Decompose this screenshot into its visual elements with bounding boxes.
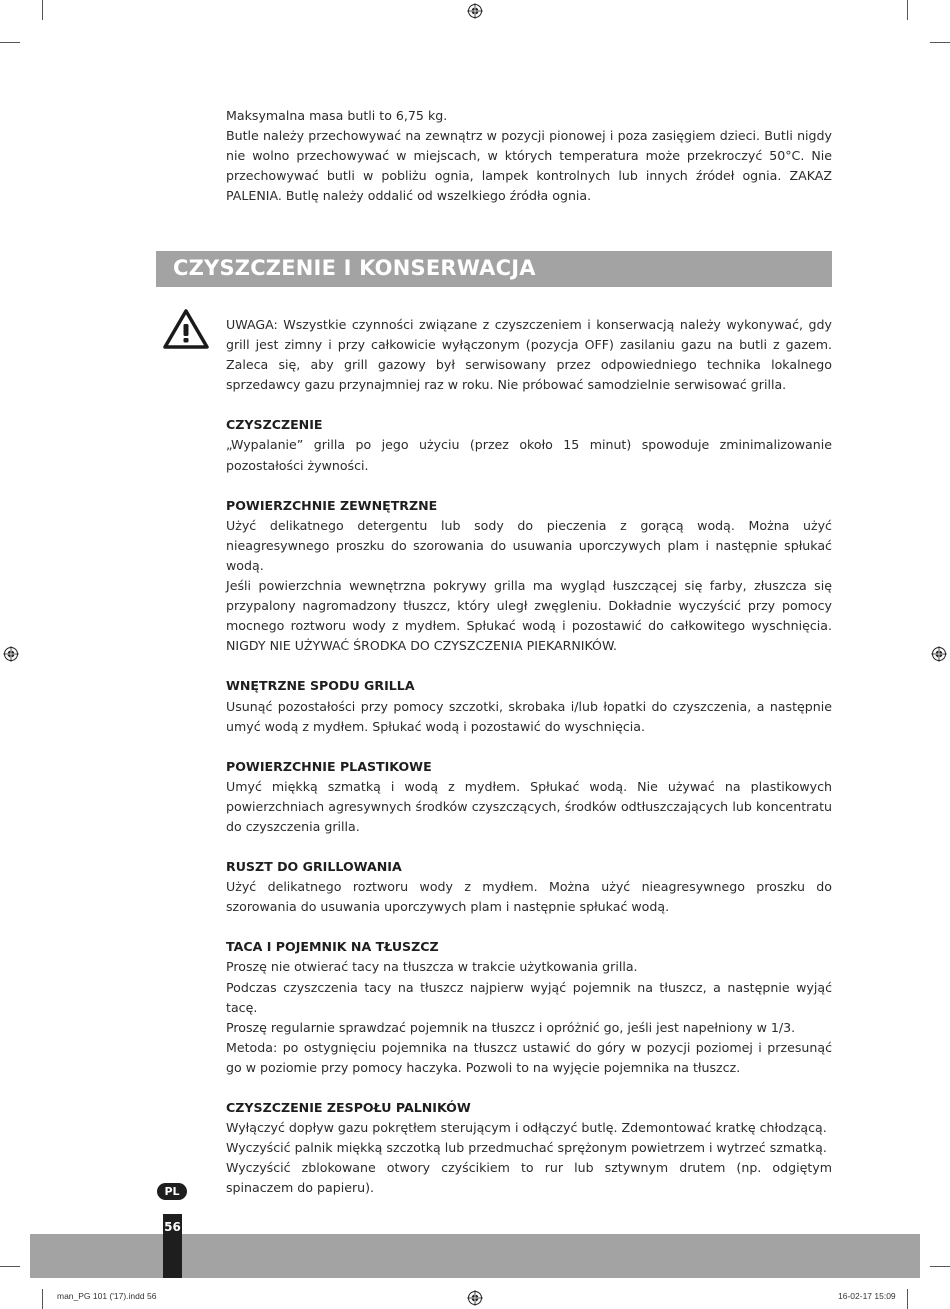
section-paragraph: Wyczyścić zblokowane otwory czyścikiem to rur lub sztywnym drutem (np. odgiętym spinaczem do papieru). <box>226 1160 832 1196</box>
section-paragraph: Wyczyścić palnik miękką szczotką lub przedmuchać sprężonym powietrzem i wytrzeć szmatką. <box>226 1140 827 1156</box>
page-number-label: 56 <box>164 1220 181 1234</box>
section-paragraph: Metoda: po ostygnięciu pojemnika na tłuszcz ustawić do góry w pozycji poziomej i przesunąć go w poziomie przy pomocy haczyka. Pozwoli to na wyjęcie pojemnika na tłuszcz. <box>226 1039 832 1075</box>
crop-mark <box>907 1289 908 1309</box>
crop-mark <box>0 42 20 43</box>
section-paragraph: Proszę nie otwierać tacy na tłuszcza w trakcie użytkowania grilla. <box>226 959 638 975</box>
section-heading: POWIERZCHNIE PLASTIKOWE <box>226 758 432 774</box>
crop-mark <box>42 1289 43 1309</box>
section-paragraph: Użyć delikatnego roztworu wody z mydłem. Można użyć nieagresywnego proszku do szorowania do usuwania uporczywych plam i następnie spłukać wodą. <box>226 879 832 915</box>
section-paragraph: Podczas czyszczenia tacy na tłuszcz najpierw wyjąć pojemnik na tłuszcz, a następnie wyjąć tacę. <box>226 979 832 1015</box>
section-heading: RUSZT DO GRILLOWANIA <box>226 859 402 875</box>
crop-mark <box>0 1266 20 1267</box>
crop-mark <box>930 1266 950 1267</box>
section-title: CZYSZCZENIE I KONSERWACJA <box>173 256 536 280</box>
crop-mark <box>42 0 43 20</box>
section-heading: WNĘTRZNE SPODU GRILLA <box>226 678 415 694</box>
crop-mark <box>930 42 950 43</box>
section-paragraph: Usunąć pozostałości przy pomocy szczotki, skrobaka i/lub łopatki do czyszczenia, a następnie umyć wodą z mydłem. Spłukać wodą i pozostawić do wyschnięcia. <box>226 698 832 734</box>
section-heading: TACA I POJEMNIK NA TŁUSZCZ <box>226 939 439 955</box>
registration-mark-icon <box>3 646 19 662</box>
language-badge: PL <box>157 1183 187 1200</box>
main-content <box>226 315 832 1198</box>
warning-triangle-icon <box>163 309 209 349</box>
page-number <box>163 1214 182 1278</box>
registration-mark-icon <box>931 646 947 662</box>
intro-line: Maksymalna masa butli to 6,75 kg. <box>226 108 448 123</box>
warning-text: UWAGA: Wszystkie czynności związane z czyszczeniem i konserwacją należy wykonywać, gdy grill jest zimny i przy całkowicie wyłączonym (pozycja OFF) zasilaniu gazu na butli z gazem. Zaleca się, aby grill gazowy był serwisowany przez odpowiedniego technika lokalnego sprzedawcy gazu przynajmniej raz w roku. Nie próbować samodzielnie serwisować grilla. <box>226 317 832 393</box>
slug-timestamp: 16-02-17 15:09 <box>838 1291 896 1301</box>
section-heading: CZYSZCZENIE <box>226 417 323 433</box>
section-paragraph: Wyłączyć dopływ gazu pokrętłem sterującym i odłączyć butlę. Zdemontować kratkę chłodzącą. <box>226 1120 827 1136</box>
intro-block <box>226 106 832 206</box>
section-heading: CZYSZCZENIE ZESPOŁU PALNIKÓW <box>226 1100 471 1115</box>
section-banner <box>156 251 832 287</box>
section-paragraph: „Wypalanie” grilla po jego użyciu (przez około 15 minut) spowoduje zminimalizowanie pozostałości żywności. <box>226 437 832 473</box>
section-heading: POWIERZCHNIE ZEWNĘTRZNE <box>226 497 438 513</box>
intro-line: Butle należy przechowywać na zewnątrz w pozycji pionowej i poza zasięgiem dzieci. Butli nigdy nie wolno przechowywać w miejscach, w których temperatura może przekroczyć 50°C. Nie przechowywać butli w pobliżu ognia, lampek kontrolnych lub innych źródeł ognia. ZAKAZ PALENIA. Butlę należy oddalić od wszelkiego źródła ognia. <box>226 128 832 204</box>
section-paragraph: Umyć miękką szmatką i wodą z mydłem. Spłukać wodą. Nie używać na plastikowych powierzchniach agresywnych środków czyszczących, środków odtłuszczających lub koncentratu do czyszczenia grilla. <box>226 778 832 834</box>
crop-mark <box>907 0 908 20</box>
slug-filename: man_PG 101 ('17).indd 56 <box>57 1291 157 1301</box>
registration-mark-icon <box>467 1290 483 1306</box>
section-paragraph: Proszę regularnie sprawdzać pojemnik na tłuszcz i opróżnić go, jeśli jest napełniony w 1/3. <box>226 1019 796 1035</box>
section-paragraph: Jeśli powierzchnia wewnętrzna pokrywy grilla ma wygląd łuszczącej się farby, złuszcza się przypalony nagromadzony tłuszcz, który uległ zwęgleniu. Dokładnie wyczyścić przy pomocy mocnego roztworu wody z mydłem. Spłukać wodą i pozostawić do całkowitego wyschnięcia. NIGDY NIE UŻYWAĆ ŚRODKA DO CZYSZCZENIA PIEKARNIKÓW. <box>226 578 832 654</box>
registration-mark-icon <box>467 3 483 19</box>
section-paragraph: Użyć delikatnego detergentu lub sody do pieczenia z gorącą wodą. Można użyć nieagresywnego proszku do szorowania do usuwania uporczywych plam i następnie spłukać wodą. <box>226 517 832 573</box>
